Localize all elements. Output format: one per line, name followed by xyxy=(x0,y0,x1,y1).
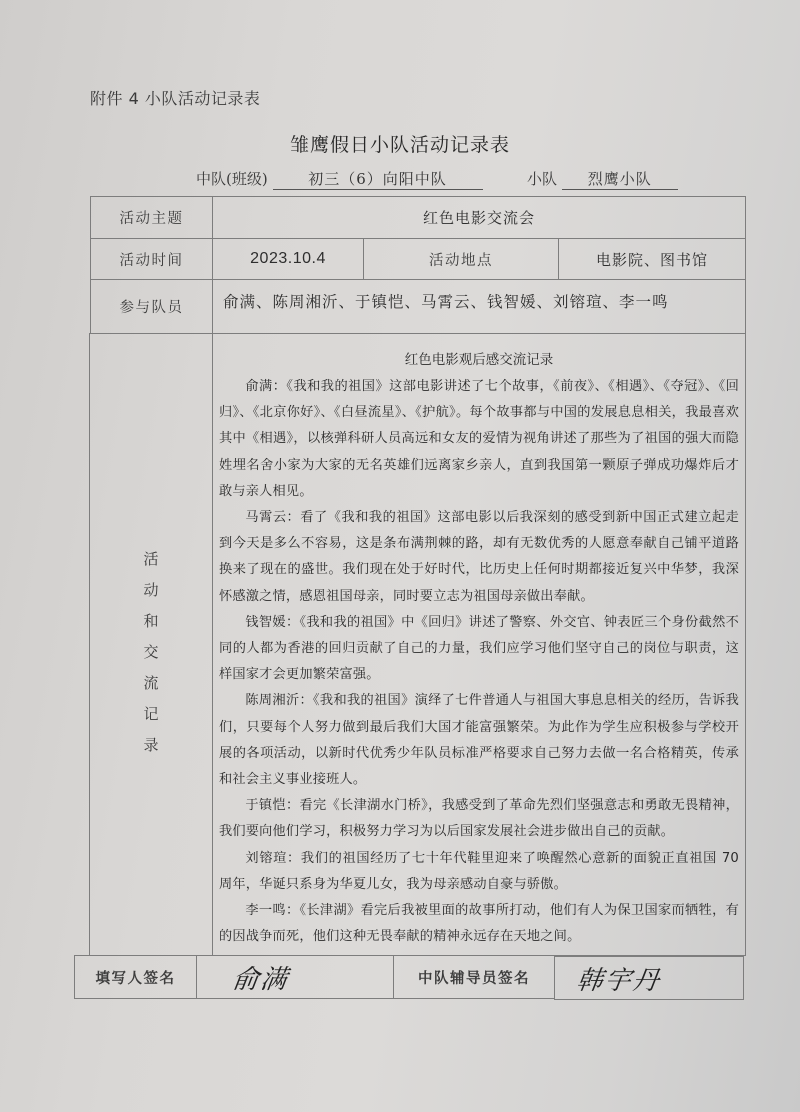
place-value xyxy=(558,238,746,280)
filler-sign-label-text: 填写人签名 xyxy=(95,969,176,987)
record-paragraph: 刘镕瑄：我们的祖国经历了七十年代鞋里迎来了唤醒然心意新的面貌正直祖国 70 周年，华诞只系身为华夏儿女，我为母亲感动自豪与骄傲。 xyxy=(219,850,739,892)
time-value xyxy=(212,238,364,280)
members-value xyxy=(212,279,746,334)
record-paragraph: 马霄云：看了《我和我的祖国》这部电影以后我深刻的感受到新中国正式建立起走到今天是多么不容易，这是条布满荆棘的路，却有无数优秀的人愿意奉献自己铺平道路换来了现在的盛世。我们现在处于好时代，比历史上任何时期都接近复兴中华梦，我深怀感激之情，感恩祖国母亲，同时要立志为祖国母亲做出奉献。 xyxy=(219,510,739,604)
record-paragraph: 俞满：《我和我的祖国》这部电影讲述了七个故事，《前夜》、《相遇》、《夺冠》、《回归》、《北京你好》、《白昼流星》、《护航》。每个故事都与中国的发展息息相关，我最喜欢其中《相遇》，以核弹科研人员高远和女友的爱情为视角讲述了那些为了祖国的强大而隐姓埋名舍小家为大家的无名英雄们远离家乡亲人，直到我国第一颗原子弹成功爆炸后才敢与亲人相见。 xyxy=(219,379,739,499)
document-title: 雏鹰假日小队活动记录表 xyxy=(289,134,510,156)
place-label-text: 活动地点 xyxy=(429,252,493,269)
time-label-text: 活动时间 xyxy=(119,252,184,269)
record-paragraph: 钱智媛：《我和我的祖国》中《回归》讲述了警察、外交官、钟表匠三个身份截然不同的人都为香港的回归贡献了自己的力量，我们应学习他们坚守自己的岗位与职责，这样国家才会更加繁荣富强。 xyxy=(219,614,739,683)
record-label xyxy=(89,333,213,956)
counselor-sign-label xyxy=(393,955,555,999)
class-label: 中队(班级) xyxy=(196,170,268,188)
class-info xyxy=(196,168,483,190)
members-value-text: 俞满、陈周湘沂、于镇恺、马霄云、钱智媛、刘镕瑄、李一鸣 xyxy=(223,293,669,311)
counselor-signature-text: 韩宇丹 xyxy=(574,965,663,996)
filler-signature xyxy=(196,955,394,999)
filler-sign-label xyxy=(74,955,197,999)
counselor-signature xyxy=(554,956,744,1000)
squad-value: 烈鹰小队 xyxy=(562,168,678,190)
class-value: 初三（6）向阳中队 xyxy=(273,168,483,190)
attachment-label: 附件 4 小队活动记录表 xyxy=(90,89,261,108)
counselor-sign-label-text: 中队辅导员签名 xyxy=(418,969,530,987)
record-paragraph: 李一鸣：《长津湖》看完后我被里面的故事所打动，他们有人为保卫国家而牺牲，有的因战争而死，他们这种无畏奉献的精神永远存在天地之间。 xyxy=(219,903,739,945)
record-label-text: 活动和交流记录 xyxy=(141,551,160,768)
record-paragraph: 于镇恺：看完《长津湖水门桥》，我感受到了革命先烈们坚强意志和勇敢无畏精神，我们要向他们学习，积极努力学习为以后国家发展社会进步做出自己的贡献。 xyxy=(219,798,739,840)
members-label-text: 参与队员 xyxy=(119,300,184,316)
theme-value-text: 红色电影交流会 xyxy=(422,209,535,227)
filler-signature-text: 俞满 xyxy=(230,964,291,995)
record-title: 红色电影观后感交流记录 xyxy=(404,352,554,368)
theme-label-text: 活动主题 xyxy=(119,211,184,227)
record-paragraph: 陈周湘沂：《我和我的祖国》演绎了七件普通人与祖国大事息息相关的经历，告诉我们，只要每个人努力做到最后我们大国才能富强繁荣。为此作为学生应积极参与学校开展的各项活动，以新时代优秀少年队员标准严格要求自己努力去做一名合格精英，传承和社会主义事业接班人。 xyxy=(219,693,739,788)
theme-label xyxy=(90,196,213,239)
place-value-text: 电影院、图书馆 xyxy=(595,250,708,269)
record-content xyxy=(212,333,746,956)
time-label xyxy=(90,238,213,280)
squad-info xyxy=(527,168,678,190)
members-label xyxy=(90,279,213,334)
theme-value xyxy=(212,196,746,239)
squad-label: 小队 xyxy=(527,170,558,188)
place-label xyxy=(363,238,559,280)
time-value-text: 2023.10.4 xyxy=(250,250,326,267)
